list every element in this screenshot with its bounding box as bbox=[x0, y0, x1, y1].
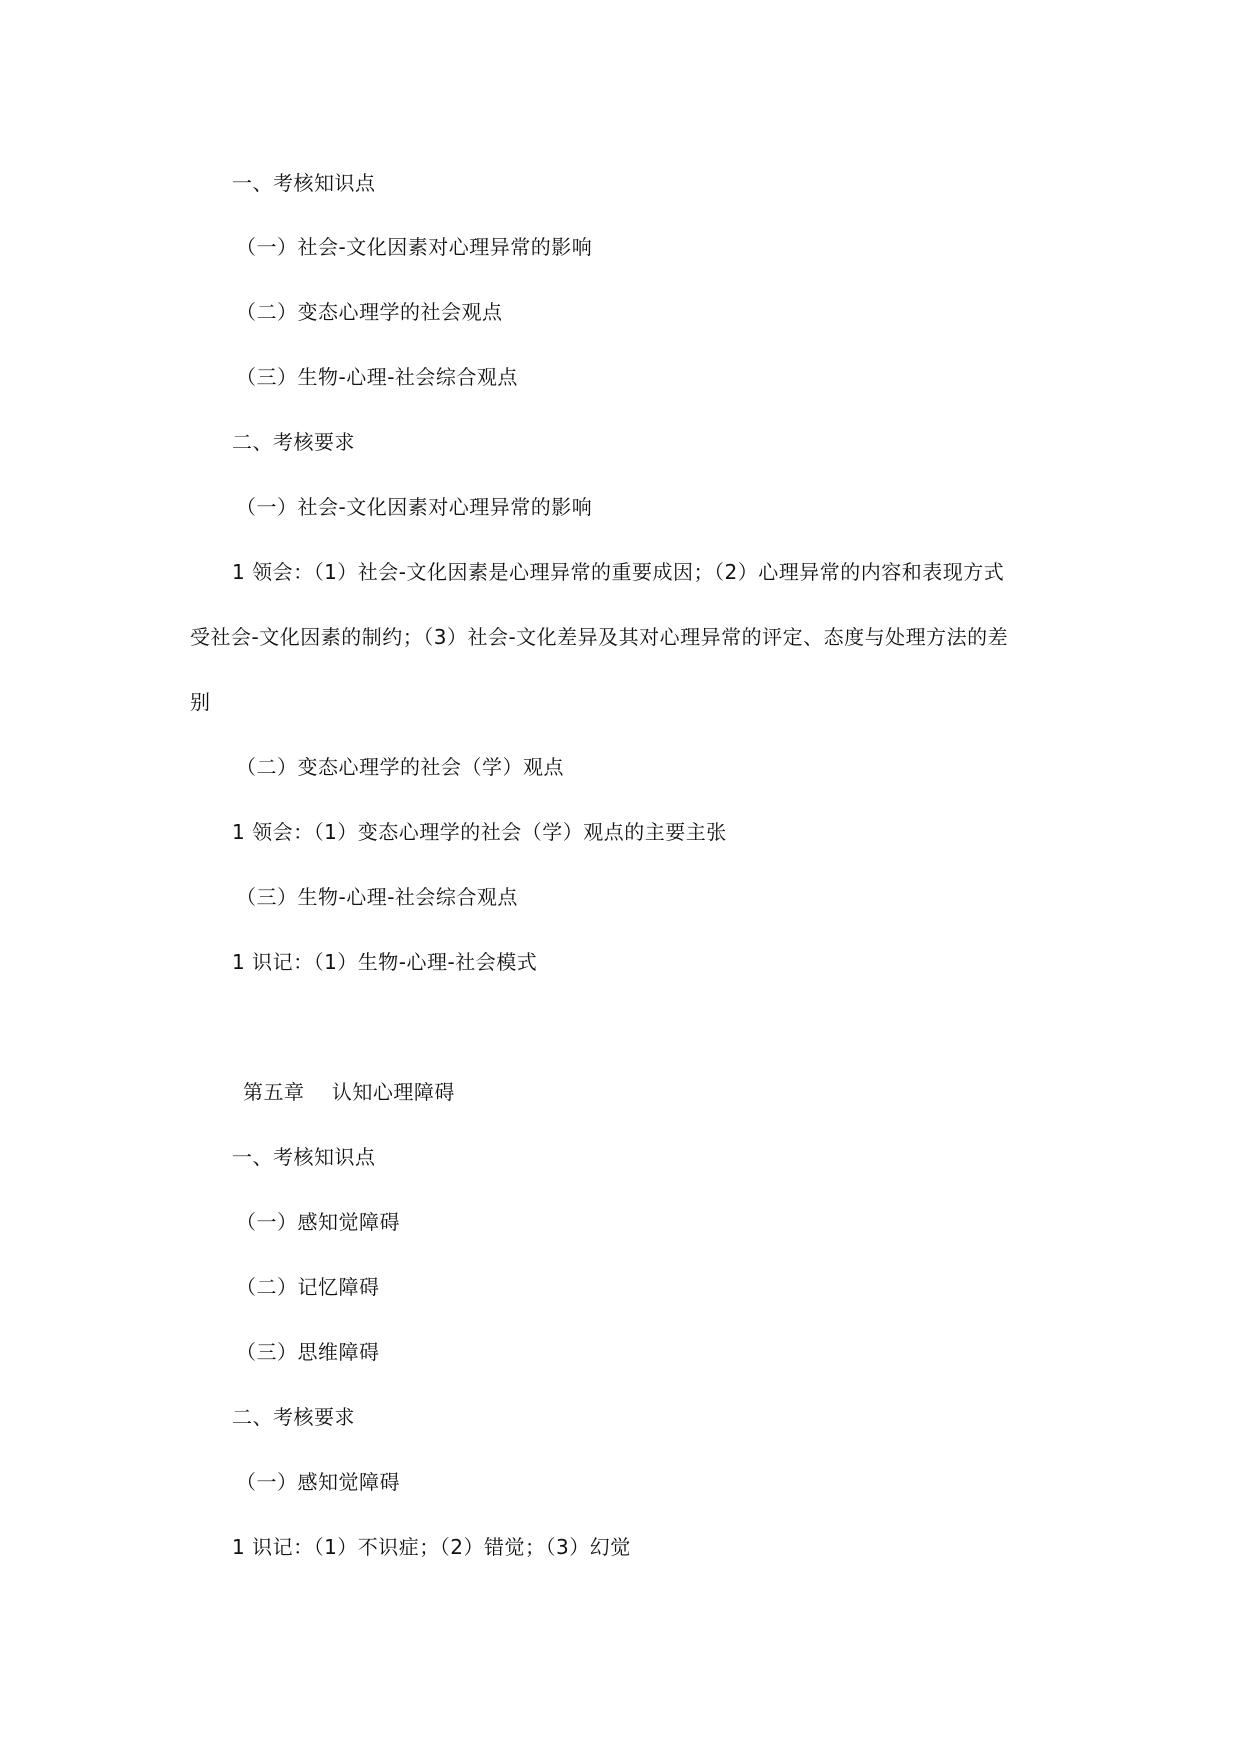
requirement-text: 受社会-文化因素的制约；（3）社会-文化差异及其对心理异常的评定、态度与处理方法的差 bbox=[190, 625, 1009, 649]
requirement-title: （一）感知觉障碍 bbox=[236, 1470, 400, 1494]
knowledge-point-item: （一）感知觉障碍 bbox=[236, 1210, 400, 1234]
requirement-text: 1 领会：（1）社会-文化因素是心理异常的重要成因；（2）心理异常的内容和表现方式 bbox=[232, 560, 1005, 584]
section-heading-requirements: 二、考核要求 bbox=[232, 1405, 355, 1429]
section-heading-knowledge-points: 一、考核知识点 bbox=[232, 171, 376, 195]
knowledge-point-item: （三）思维障碍 bbox=[236, 1340, 380, 1364]
requirement-text: 1 领会：（1）变态心理学的社会（学）观点的主要主张 bbox=[232, 820, 727, 844]
section-heading-knowledge-points: 一、考核知识点 bbox=[232, 1145, 376, 1169]
requirement-title: （一）社会-文化因素对心理异常的影响 bbox=[236, 495, 593, 519]
requirement-text: 1 识记：（1）生物-心理-社会模式 bbox=[232, 950, 538, 974]
knowledge-point-item: （一）社会-文化因素对心理异常的影响 bbox=[236, 235, 593, 259]
requirement-title: （三）生物-心理-社会综合观点 bbox=[236, 885, 518, 909]
knowledge-point-item: （三）生物-心理-社会综合观点 bbox=[236, 365, 518, 389]
chapter-title: 第五章 认知心理障碍 bbox=[243, 1080, 455, 1104]
requirement-text: 1 识记：（1）不识症；（2）错觉；（3）幻觉 bbox=[232, 1535, 631, 1559]
knowledge-point-item: （二）记忆障碍 bbox=[236, 1275, 380, 1299]
requirement-title: （二）变态心理学的社会（学）观点 bbox=[236, 755, 564, 779]
section-heading-requirements: 二、考核要求 bbox=[232, 430, 355, 454]
knowledge-point-item: （二）变态心理学的社会观点 bbox=[236, 300, 503, 324]
requirement-text: 别 bbox=[190, 690, 211, 714]
